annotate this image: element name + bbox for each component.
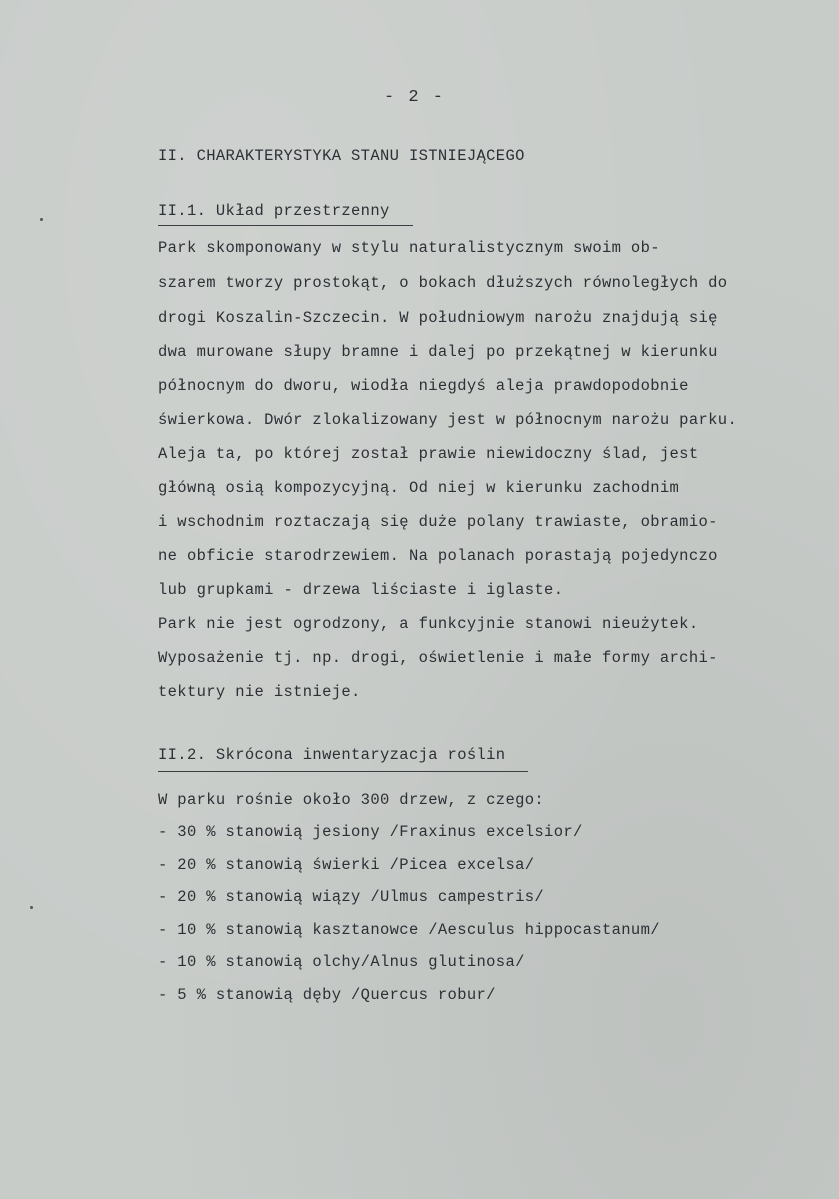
inventory-item: - 10 % stanowią olchy/Alnus glutinosa/ [158,953,525,971]
body-line: Aleja ta, po której został prawie niewidoczny ślad, jest [158,445,699,463]
inventory-item: - 10 % stanowią kasztanowce /Aesculus hippocastanum/ [158,921,660,939]
body-line: świerkowa. Dwór zlokalizowany jest w północnym narożu parku. [158,411,738,429]
inventory-intro: W parku rośnie około 300 drzew, z czego: [158,791,545,809]
body-line: północnym do dworu, wiodła niegdyś aleja prawdopodobnie [158,377,689,395]
subsection-1-heading: II.1. Układ przestrzenny [158,202,390,220]
inventory-item: - 20 % stanowią świerki /Picea excelsa/ [158,856,535,874]
body-line: Wyposażenie tj. np. drogi, oświetlenie i małe formy archi- [158,649,718,667]
subsection-2-heading: II.2. Skrócona inwentaryzacja roślin [158,746,506,764]
body-line: lub grupkami - drzewa liściaste i iglaste. [158,581,564,599]
section-heading: II. CHARAKTERYSTYKA STANU ISTNIEJĄCEGO [158,147,525,165]
body-line: główną osią kompozycyjną. Od niej w kierunku zachodnim [158,479,680,497]
page-number: - 2 - [384,88,446,107]
body-line: szarem tworzy prostokąt, o bokach dłuższych równoległych do [158,274,728,292]
body-line: ne obficie starodrzewiem. Na polanach porastają pojedynczo [158,547,718,565]
subsection-1-underline [158,225,413,226]
body-line: Park skomponowany w stylu naturalistycznym swoim ob- [158,239,660,257]
body-line: dwa murowane słupy bramne i dalej po przekątnej w kierunku [158,343,718,361]
inventory-item: - 30 % stanowią jesiony /Fraxinus excelsior/ [158,823,583,841]
inventory-item: - 5 % stanowią dęby /Quercus robur/ [158,986,496,1004]
body-line: Park nie jest ogrodzony, a funkcyjnie stanowi nieużytek. [158,615,699,633]
punch-mark [30,906,33,909]
body-line: i wschodnim roztaczają się duże polany trawiaste, obramio- [158,513,718,531]
punch-mark [40,218,43,221]
subsection-2-underline [158,771,528,772]
body-line: drogi Koszalin-Szczecin. W południowym narożu znajdują się [158,309,718,327]
body-line: tektury nie istnieje. [158,683,361,701]
inventory-item: - 20 % stanowią wiązy /Ulmus campestris/ [158,888,545,906]
